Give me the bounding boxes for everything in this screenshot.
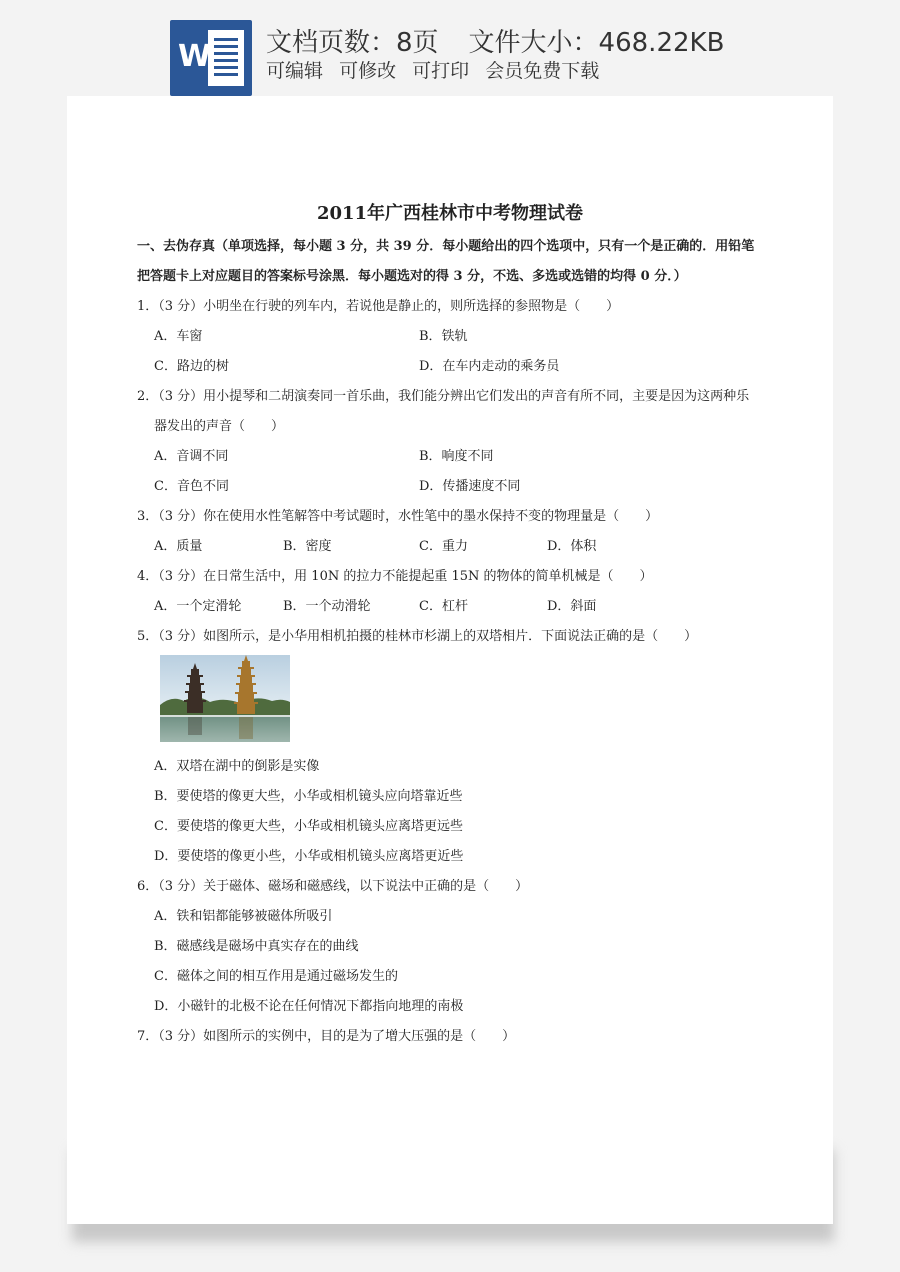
- option: A．一个定滑轮: [154, 599, 242, 614]
- option: D．在车内走动的乘务员: [419, 359, 560, 374]
- question-stem: 2．（3 分）用小提琴和二胡演奏同一首乐曲，我们能分辨出它们发出的声音有所不同，主要是因为这两种乐: [137, 389, 750, 404]
- option: D．传播速度不同: [419, 479, 521, 494]
- option: C．路边的树: [154, 359, 229, 374]
- question-stem: 4．（3 分）在日常生活中，用 10N 的拉力不能提起重 15N 的物体的简单机械是（ ）: [137, 569, 653, 584]
- question-stem: 6．（3 分）关于磁体、磁场和磁感线，以下说法中正确的是（ ）: [137, 879, 529, 894]
- option: A．铁和铝都能够被磁体所吸引: [154, 909, 333, 924]
- option: B．铁轨: [419, 329, 468, 344]
- option: B．响度不同: [419, 449, 494, 464]
- feature-modifiable: 可修改: [339, 60, 397, 82]
- option: D．体积: [547, 539, 597, 554]
- option: A．车窗: [154, 329, 203, 344]
- file-info: [266, 22, 724, 59]
- section-intro: 一、去伪存真（单项选择，每小题 3 分，共 39 分．每小题给出的四个选项中，只有一个是正确的．用铅笔: [137, 239, 755, 254]
- option: C．重力: [419, 539, 468, 554]
- feature-member-download: 会员免费下载: [485, 60, 600, 82]
- option: D．斜面: [547, 599, 597, 614]
- option: C．杠杆: [419, 599, 468, 614]
- question-stem: 3．（3 分）你在使用水性笔解答中考试题时，水性笔中的墨水保持不变的物理量是（ ）: [137, 509, 659, 524]
- question-stem: 7．（3 分）如图所示的实例中，目的是为了增大压强的是（ ）: [137, 1029, 516, 1044]
- option: C．要使塔的像更大些，小华或相机镜头应离塔更远些: [154, 819, 463, 834]
- word-document-icon: W: [170, 20, 252, 96]
- option: C．磁体之间的相互作用是通过磁场发生的: [154, 969, 398, 984]
- option: A．双塔在湖中的倒影是实像: [154, 759, 320, 774]
- document-page: [67, 96, 833, 1224]
- option: A．质量: [154, 539, 203, 554]
- document-title: 2011年广西桂林市中考物理试卷: [316, 203, 584, 224]
- option: A．音调不同: [154, 449, 229, 464]
- question-stem: 1．（3 分）小明坐在行驶的列车内，若说他是静止的，则所选择的参照物是（ ）: [137, 299, 620, 314]
- section-intro-continued: 把答题卡上对应题目的答案标号涂黑．每小题选对的得 3 分，不选、多选或选错的均得 0 分．）: [137, 269, 687, 284]
- option: D．要使塔的像更小些，小华或相机镜头应离塔更近些: [154, 849, 464, 864]
- feature-list: [266, 56, 609, 83]
- feature-printable: 可打印: [412, 60, 470, 82]
- option: B．密度: [283, 539, 332, 554]
- file-size: 文件大小：468.22KB: [468, 28, 725, 58]
- option: D．小磁针的北极不论在任何情况下都指向地理的南极: [154, 999, 464, 1014]
- option: C．音色不同: [154, 479, 229, 494]
- question-stem-continued: 器发出的声音（ ）: [154, 419, 285, 434]
- header-banner: [0, 0, 900, 100]
- feature-editable: 可编辑: [266, 60, 324, 82]
- option: B．一个动滑轮: [283, 599, 371, 614]
- option: B．磁感线是磁场中真实存在的曲线: [154, 939, 359, 954]
- question-stem: 5．（3 分）如图所示，是小华用相机拍摄的桂林市杉湖上的双塔相片．下面说法正确的是（ ）: [137, 629, 698, 644]
- twin-pagodas-photo: [160, 655, 290, 742]
- page-count: 文档页数：8页: [266, 28, 439, 58]
- option: B．要使塔的像更大些，小华或相机镜头应向塔靠近些: [154, 789, 463, 804]
